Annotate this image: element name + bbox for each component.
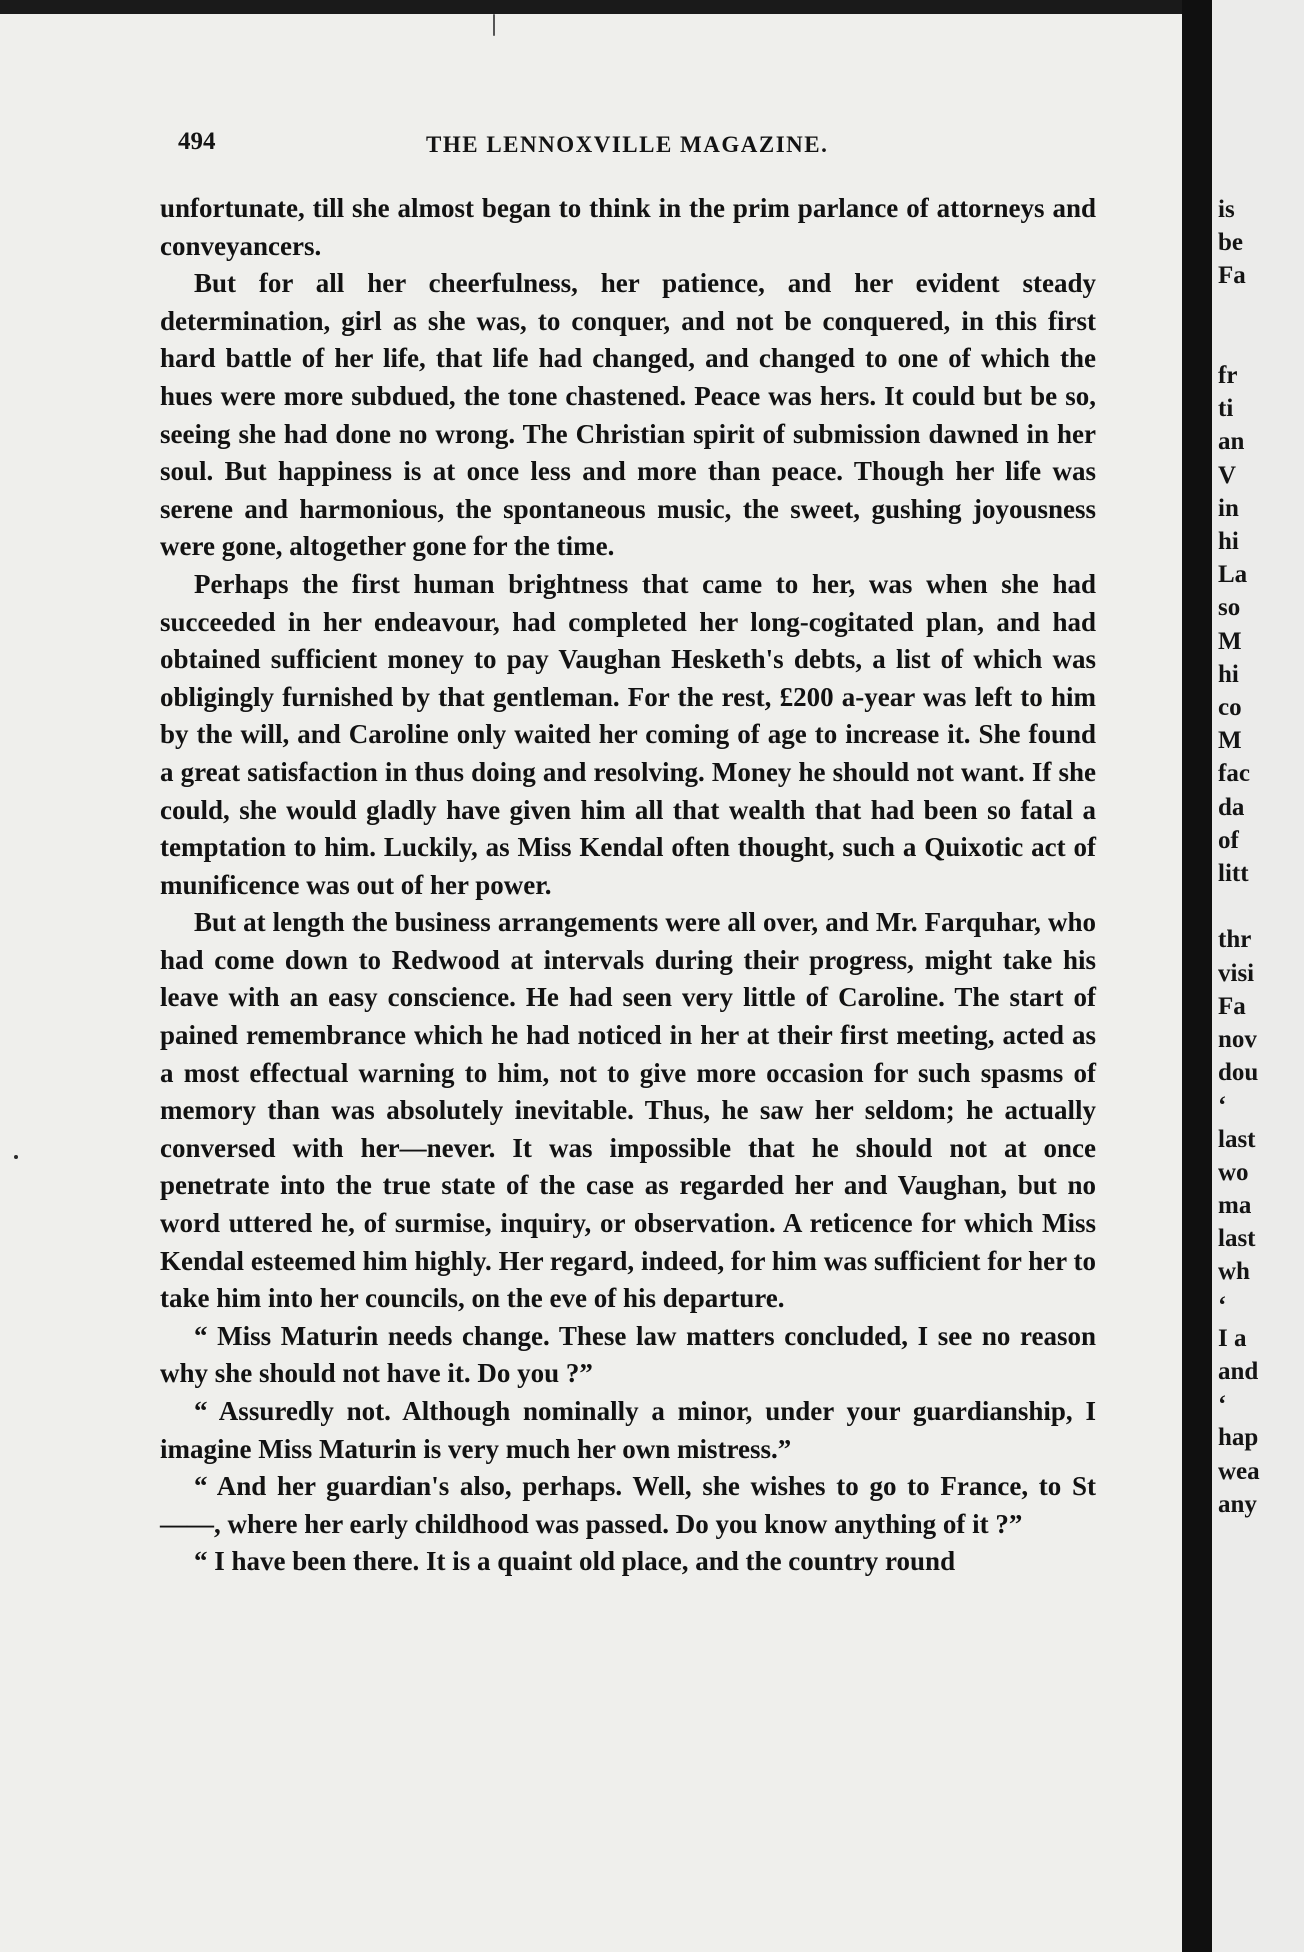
page-number: 494 [178, 128, 216, 155]
scan-speck [14, 1155, 18, 1159]
scan-top-edge [0, 0, 1304, 14]
paragraph-5: “ Miss Maturin needs change. These law matters concluded, I see no reason why she should not have it. Do you ?” [160, 1320, 1096, 1389]
facing-page-fragment: M [1218, 627, 1242, 655]
facing-page-fragment: any [1218, 1490, 1257, 1518]
facing-page-fragment: ti [1218, 395, 1234, 423]
magazine-title: THE LENNOXVILLE MAGAZINE. [426, 132, 829, 157]
paragraph-7: “ And her guardian's also, perhaps. Well, she wishes to go to France, to St——, where her early childhood was passed. Do you know anything of it ?” [160, 1471, 1096, 1539]
facing-page-fragment: hi [1218, 528, 1239, 555]
facing-page-fragment: so [1218, 594, 1241, 622]
facing-page-fragment: wo [1218, 1158, 1249, 1186]
facing-page-fragment: ‘ [1218, 1391, 1227, 1419]
facing-page-fragment: last [1218, 1225, 1256, 1253]
paragraph-8: “ I have been there. It is a quaint old place, and the country round [194, 1546, 956, 1577]
facing-page-fragment: hap [1218, 1424, 1259, 1452]
facing-page-fragment: hi [1218, 660, 1239, 688]
facing-page-fragment: wea [1218, 1457, 1260, 1485]
book-gutter [1182, 0, 1212, 1952]
facing-page-fragment: be [1218, 229, 1243, 257]
facing-page-edge [1212, 0, 1304, 1952]
facing-page-fragment: Fa [1218, 262, 1246, 290]
paragraph-4: But at length the business arrangements were all over, and Mr. Farquhar, who had come down to Redwood at intervals during their progress, might take his leave with an easy conscience. He had seen very little of Caroline. The start of pained remembrance which he had noticed in her at their first meeting, acted as a most effectual warning to him, not to give more occasion for such spasms of memory than was absolutely inevitable. Thus, he saw her seldom; he actually conversed with her—never. It was impossible that he should not at once penetrate into the true state of the case as regarded her and Vaughan, but no word uttered he, of surmise, inquiry, or observation. A reticence for which Miss Kendal esteemed him highly. Her regard, indeed, for him was sufficient for her to take him into her councils, on the eve of his departure. [160, 907, 1096, 1314]
facing-page-fragment: da [1218, 793, 1245, 821]
facing-page-fragment: V [1218, 461, 1237, 489]
facing-page-fragment: nov [1218, 1026, 1257, 1053]
facing-page-fragment: Fa [1218, 992, 1246, 1020]
facing-page-fragment: ‘ [1218, 1291, 1227, 1319]
facing-page-fragment: La [1218, 561, 1248, 589]
facing-page-fragment: dou [1218, 1059, 1259, 1087]
paragraph-6: “ Assuredly not. Although nominally a minor, under your guardianship, I imagine Miss Maturin is very much her own mistress.” [160, 1396, 1096, 1464]
facing-page-fragment: is [1218, 196, 1235, 223]
facing-page-fragment: I a [1218, 1324, 1247, 1352]
facing-page-fragment: an [1218, 428, 1245, 456]
facing-page-fragment: litt [1218, 860, 1249, 887]
facing-page-fragment: visi [1218, 959, 1255, 987]
facing-page-fragment: wh [1218, 1258, 1250, 1286]
facing-page-fragment: co [1218, 694, 1242, 721]
scan-speck [493, 14, 495, 36]
running-head [178, 128, 1098, 168]
facing-page-fragment: in [1218, 494, 1239, 522]
facing-page-fragment: fac [1218, 760, 1250, 788]
facing-page-fragment: ma [1218, 1192, 1252, 1219]
facing-page-fragment: last [1218, 1125, 1256, 1153]
paragraph-3: Perhaps the first human brightness that came to her, was when she had succeeded in her endeavour, had completed her long-cogitated plan, and had obtained sufficient money to pay Vaughan Hesketh's debts, a list of which was obligingly furnished by that gentleman. For the rest, £200 a-year was left to him by the will, and Caroline only waited her coming of age to increase it. She found a great satisfaction in thus doing and resolving. Money he should not want. If she could, she would gladly have given him all that wealth that had been so fatal a temptation to him. Luckily, as Miss Kendal often thought, such a Quixotic act of munificence was out of her power. [160, 568, 1096, 900]
facing-page-fragment: ‘ [1218, 1092, 1227, 1120]
facing-page-fragment: M [1218, 727, 1242, 755]
facing-page-fragment: and [1218, 1358, 1259, 1385]
body-text [160, 190, 1096, 1581]
facing-page-fragment: fr [1218, 362, 1238, 389]
facing-page-fragment: of [1218, 826, 1239, 854]
paragraph-2: But for all her cheerfulness, her patience, and her evident steady determination, girl as she was, to conquer, and not be conquered, in this first hard battle of her life, that life had changed, and changed to one of which the hues were more subdued, the tone chastened. Peace was hers. It could but be so, seeing she had done no wrong. The Christian spirit of submission dawned in her soul. But happiness is at once less and more than peace. Though her life was serene and harmonious, the spontaneous music, the sweet, gushing joyousness were gone, altogether gone for the time. [160, 268, 1096, 562]
paragraph-1: unfortunate, till she almost began to think in the prim parlance of attorneys and conveyancers. [160, 193, 1096, 261]
facing-page-fragment: thr [1218, 926, 1252, 954]
